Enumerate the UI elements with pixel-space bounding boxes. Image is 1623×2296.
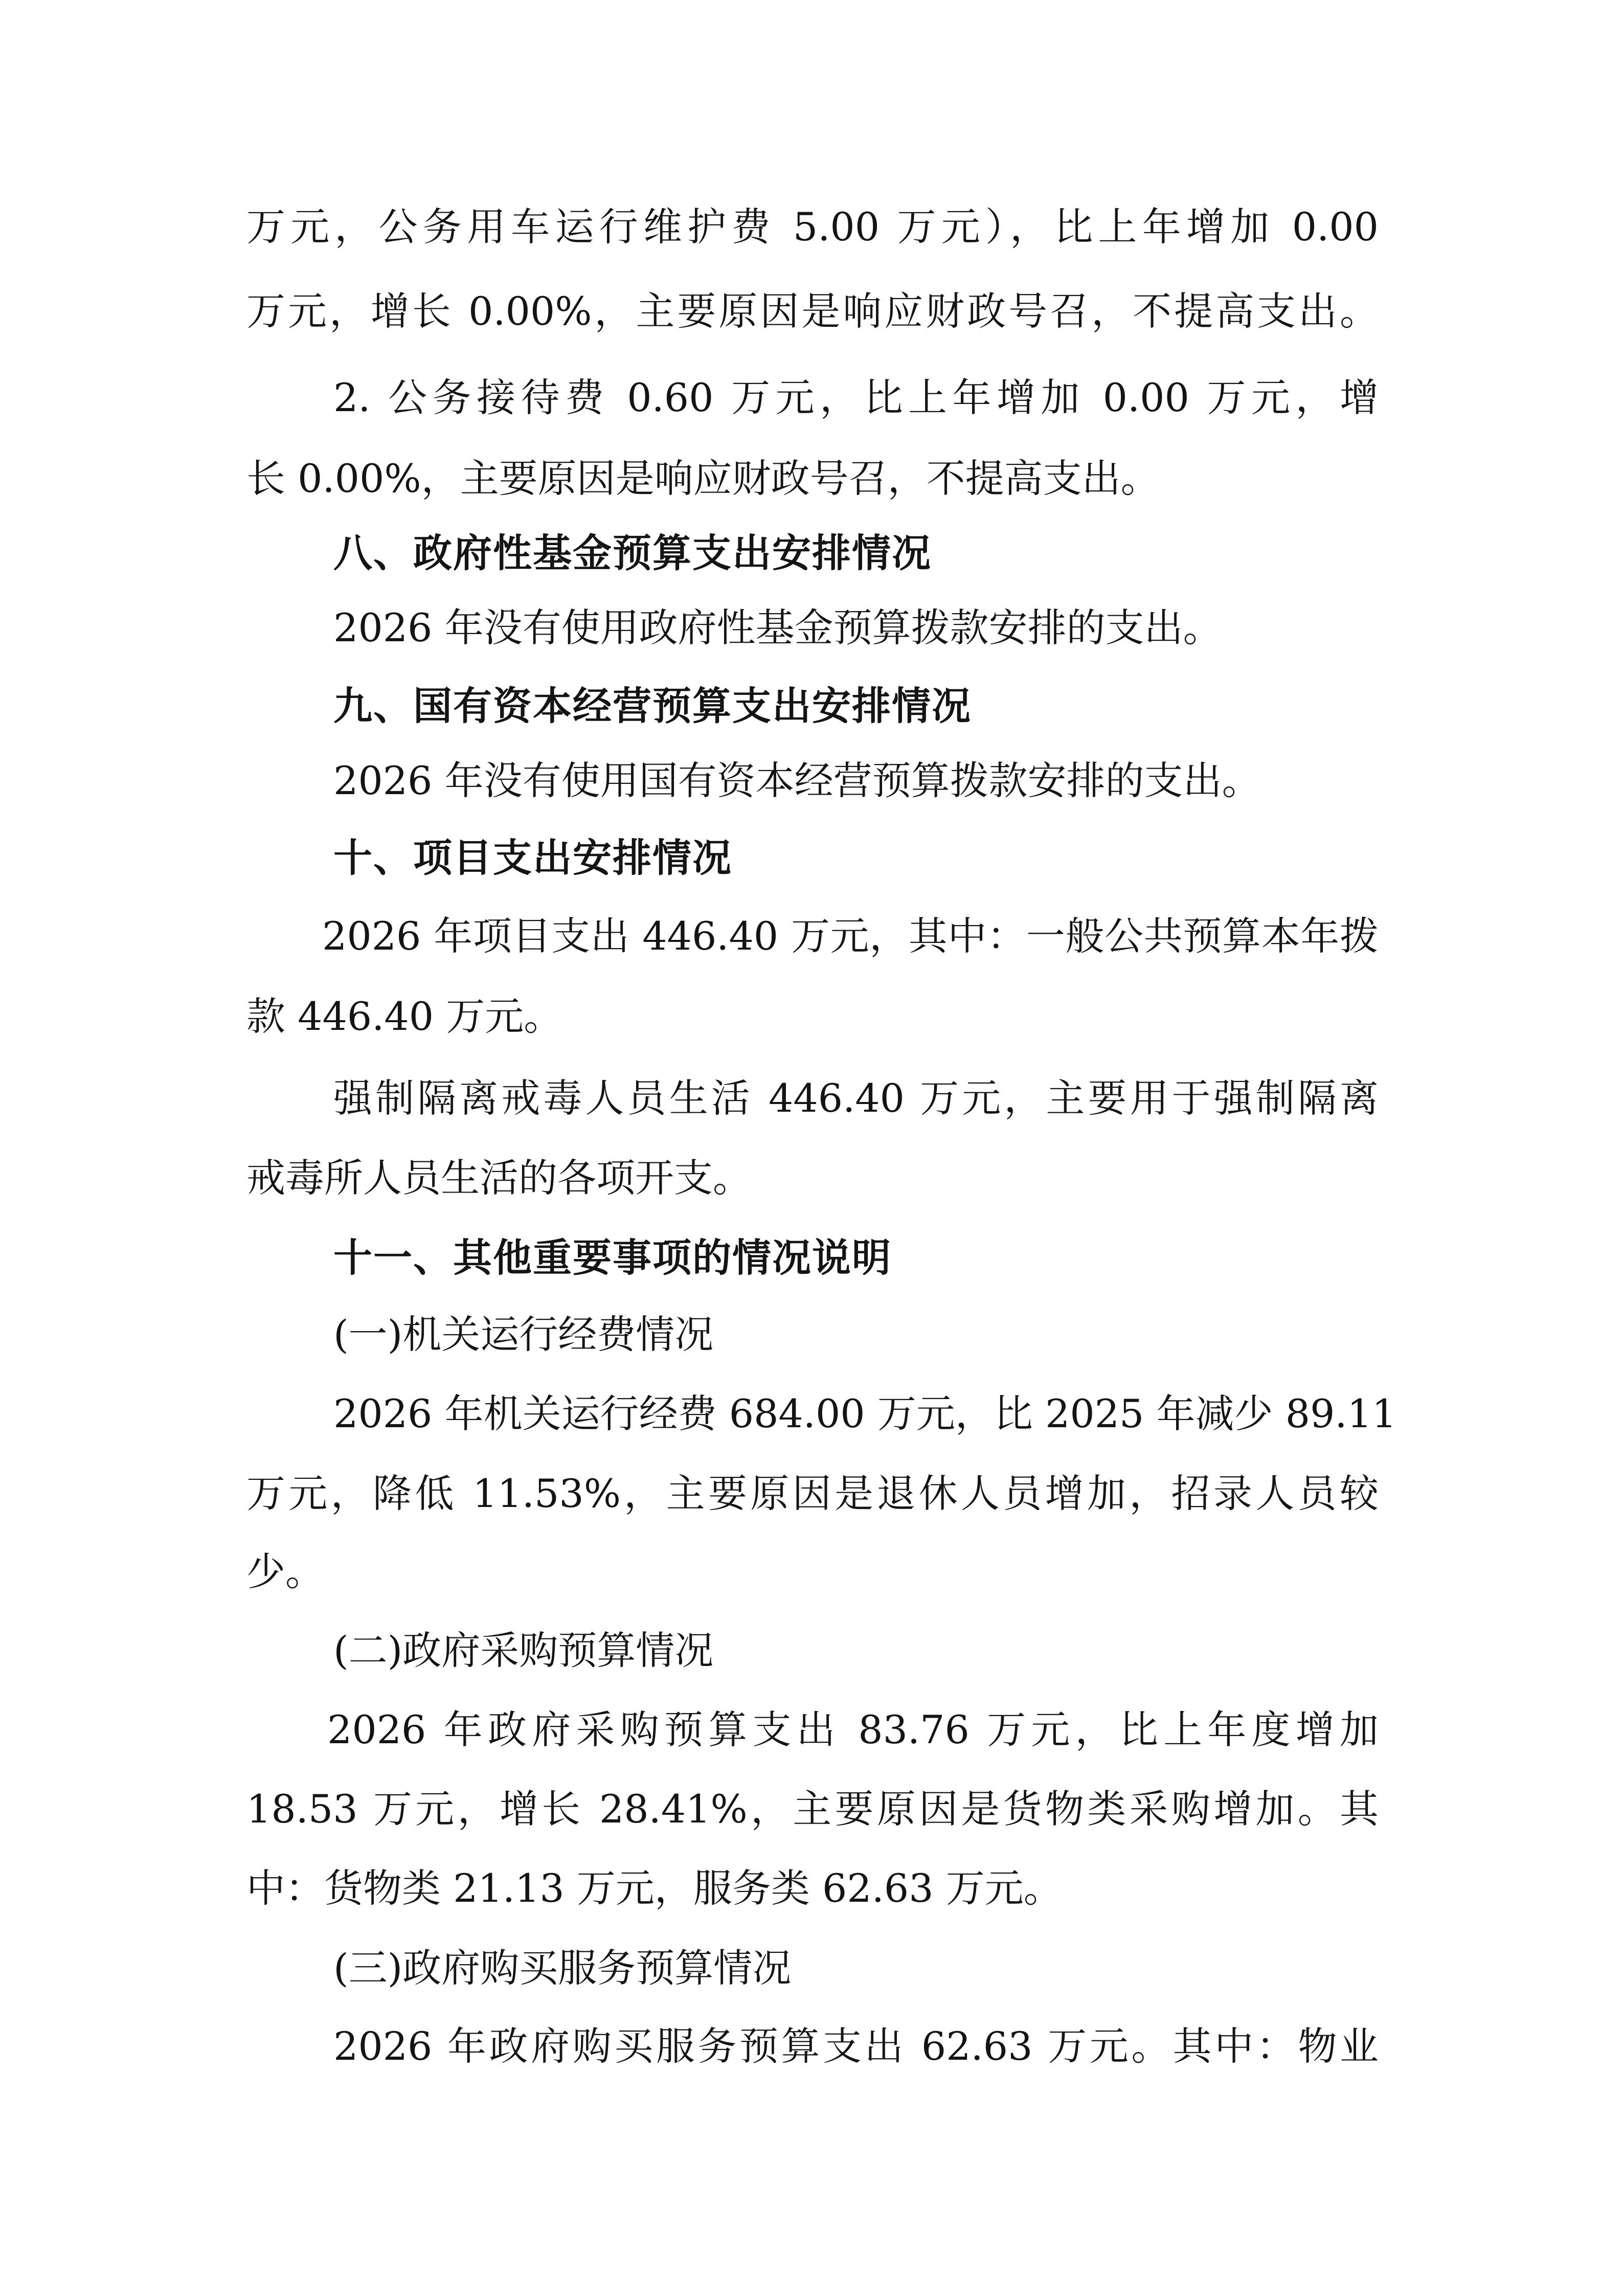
paragraph-line: 万元，降低 11.53%，主要原因是退休人员增加，招录人员较 (246, 1471, 1379, 1516)
paragraph-line: 18.53 万元，增长 28.41%，主要原因是货物类采购增加。其 (246, 1786, 1379, 1832)
paragraph-line: 万元，公务用车运行维护费 5.00 万元），比上年增加 0.00 (246, 204, 1379, 250)
section-heading: 十、项目支出安排情况 (333, 835, 732, 881)
paragraph-line: 少。 (246, 1549, 324, 1594)
paragraph-line: 2026 年政府购买服务预算支出 62.63 万元。其中：物业 (333, 2023, 1379, 2069)
section-heading: 十一、其他重要事项的情况说明 (333, 1235, 892, 1280)
subsection-heading: (二)政府采购预算情况 (333, 1628, 714, 1673)
paragraph-line: 万元，增长 0.00%，主要原因是响应财政号召，不提高支出。 (246, 288, 1379, 334)
paragraph-line: 长 0.00%，主要原因是响应财政号召，不提高支出。 (246, 456, 1160, 501)
paragraph-line: 中：货物类 21.13 万元，服务类 62.63 万元。 (246, 1865, 1063, 1911)
section-heading: 九、国有资本经营预算支出安排情况 (333, 683, 972, 729)
subsection-heading: (一)机关运行经费情况 (333, 1312, 714, 1357)
section-heading: 八、政府性基金预算支出安排情况 (333, 530, 932, 576)
subsection-heading: (三)政府购买服务预算情况 (333, 1945, 792, 1991)
paragraph-line: 2026 年没有使用政府性基金预算拨款安排的支出。 (333, 605, 1222, 650)
paragraph-line: 2026 年政府采购预算支出 83.76 万元，比上年度增加 (327, 1707, 1379, 1752)
paragraph-line: 2026 年没有使用国有资本经营预算拨款安排的支出。 (333, 758, 1261, 803)
paragraph-line: 戒毒所人员生活的各项开支。 (246, 1155, 752, 1201)
paragraph-line: 2. 公务接待费 0.60 万元，比上年增加 0.00 万元，增 (333, 375, 1379, 420)
paragraph-line: 款 446.40 万元。 (246, 994, 563, 1039)
paragraph-line: 2026 年项目支出 446.40 万元，其中：一般公共预算本年拨 (322, 913, 1379, 959)
paragraph-line: 强制隔离戒毒人员生活 446.40 万元，主要用于强制隔离 (333, 1075, 1379, 1121)
paragraph-line: 2026 年机关运行经费 684.00 万元，比 2025 年减少 89.11 (333, 1391, 1397, 1436)
